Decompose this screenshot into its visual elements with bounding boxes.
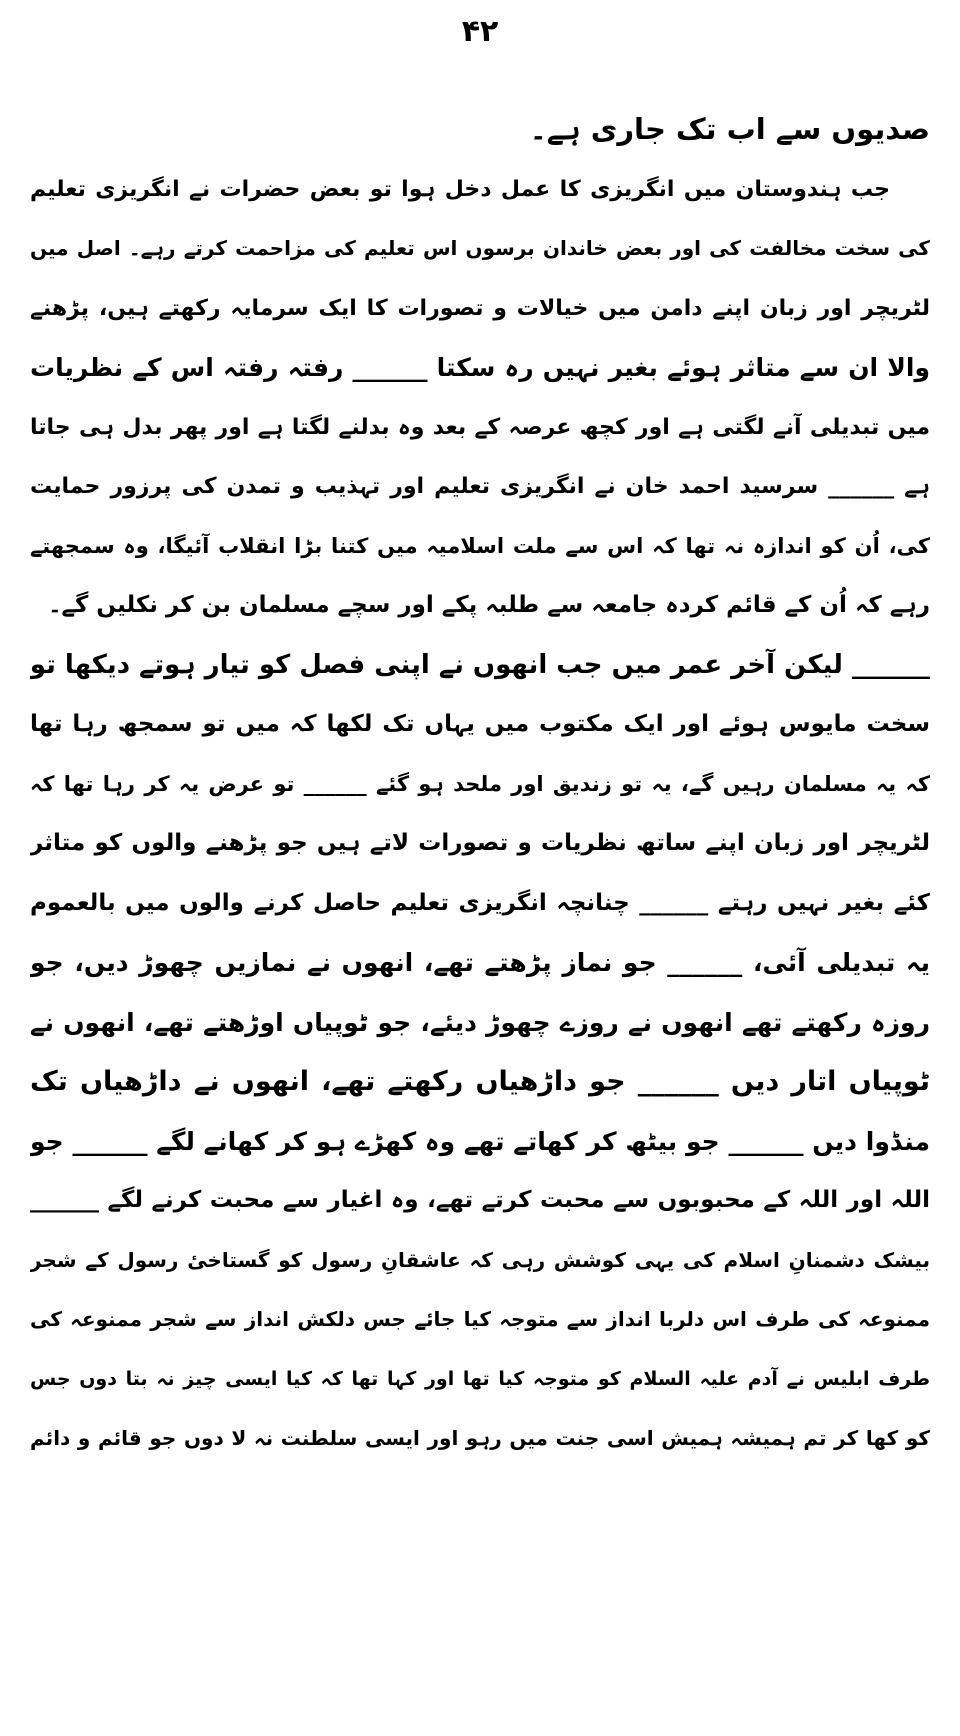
text-line: جب ہندوستان میں انگریزی کا عمل دخل ہوا تو بعض حضرات نے انگریزی تعلیم	[30, 176, 890, 202]
text-line: کو کھا کر تم ہمیشہ ہمیش اسی جنت میں رہو اور ایسی سلطنت نہ لا دوں جو قائم و دائم	[30, 1426, 930, 1450]
text-line: کی، اُن کو اندازہ نہ تھا کہ اس سے ملت اسلامیہ میں کتنا بڑا انقلاب آئیگا، وہ سمجھتے	[30, 533, 930, 558]
text-line: صدیوں سے اب تک جاری ہے۔	[529, 112, 930, 146]
text-line: کئے بغیر نہیں رہتے ______ چنانچہ انگریزی تعلیم حاصل کرنے والوں میں بالعموم	[30, 889, 930, 916]
text-line: طرف ابلیس نے آدم علیہ السلام کو متوجہ کیا تھا اور کہا تھا کہ کیا ایسی چیز نہ بتا دوں جس	[30, 1367, 930, 1390]
text-line: ٹوپیاں اتار دیں ______ جو داڑھیاں رکھتے تھے، انھوں نے داڑھیاں تک	[30, 1066, 930, 1097]
text-line: ______ لیکن آخر عمر میں جب انھوں نے اپنی فصل کو تیار ہوتے دیکھا تو	[30, 649, 930, 680]
text-line: بیشک دشمنانِ اسلام کی یہی کوشش رہی کہ عاشقانِ رسول کو گستاخیٔ رسول کے شجر	[30, 1247, 930, 1272]
text-line: ممنوعہ کی طرف اس دلربا انداز سے متوجہ کیا جائے جس دلکش انداز سے شجر ممنوعہ کی	[30, 1307, 930, 1331]
text-line: والا ان سے متاثر ہوئے بغیر نہیں رہ سکتا ______ رفتہ رفتہ اس کے نظریات	[30, 353, 930, 382]
text-line: لٹریچر اور زبان اپنے ساتھ نظریات و تصورات لاتے ہیں جو پڑھنے والوں کو متاثر	[30, 830, 930, 856]
text-line: لٹریچر اور زبان اپنے دامن میں خیالات و تصورات کا ایک سرمایہ رکھتے ہیں، پڑھنے	[30, 295, 930, 321]
text-line: منڈوا دیں ______ جو بیٹھ کر کھاتے تھے وہ کھڑے ہو کر کھانے لگے ______ جو	[30, 1126, 930, 1156]
text-line: روزہ رکھتے تھے انھوں نے روزے چھوڑ دیئے، جو ٹوپیاں اوڑھتے تھے، انھوں نے	[30, 1007, 930, 1037]
text-line: اللہ اور اللہ کے محبوبوں سے محبت کرتے تھے، وہ اغیار سے محبت کرنے لگے ______	[30, 1187, 930, 1213]
page-number: ۴۲	[461, 14, 499, 49]
text-line: میں تبدیلی آنے لگتی ہے اور کچھ عرصہ کے بعد وہ بدلنے لگتا ہے اور پھر بدل ہی جاتا	[30, 414, 930, 440]
text-line: یہ تبدیلی آئی، ______ جو نماز پڑھتے تھے، انھوں نے نمازیں چھوڑ دیں، جو	[30, 948, 930, 977]
text-line: کہ یہ مسلمان رہیں گے، یہ تو زندیق اور ملحد ہو گئے ______ تو عرض یہ کر رہا تھا کہ	[30, 771, 930, 796]
body-text	[30, 100, 930, 1469]
text-line: ہے ______ سرسید احمد خان نے انگریزی تعلیم اور تہذیب و تمدن کی پرزور حمایت	[30, 474, 930, 499]
text-line: رہے کہ اُن کے قائم کردہ جامعہ سے طلبہ پکے اور سچے مسلمان بن کر نکلیں گے۔	[48, 592, 930, 618]
text-line: کی سخت مخالفت کی اور بعض خاندان برسوں اس تعلیم کی مزاحمت کرتے رہے۔ اصل میں	[30, 236, 930, 260]
text-line: سخت مایوس ہوئے اور ایک مکتوب میں یہاں تک لکھا کہ میں تو سمجھ رہا تھا	[30, 711, 930, 737]
